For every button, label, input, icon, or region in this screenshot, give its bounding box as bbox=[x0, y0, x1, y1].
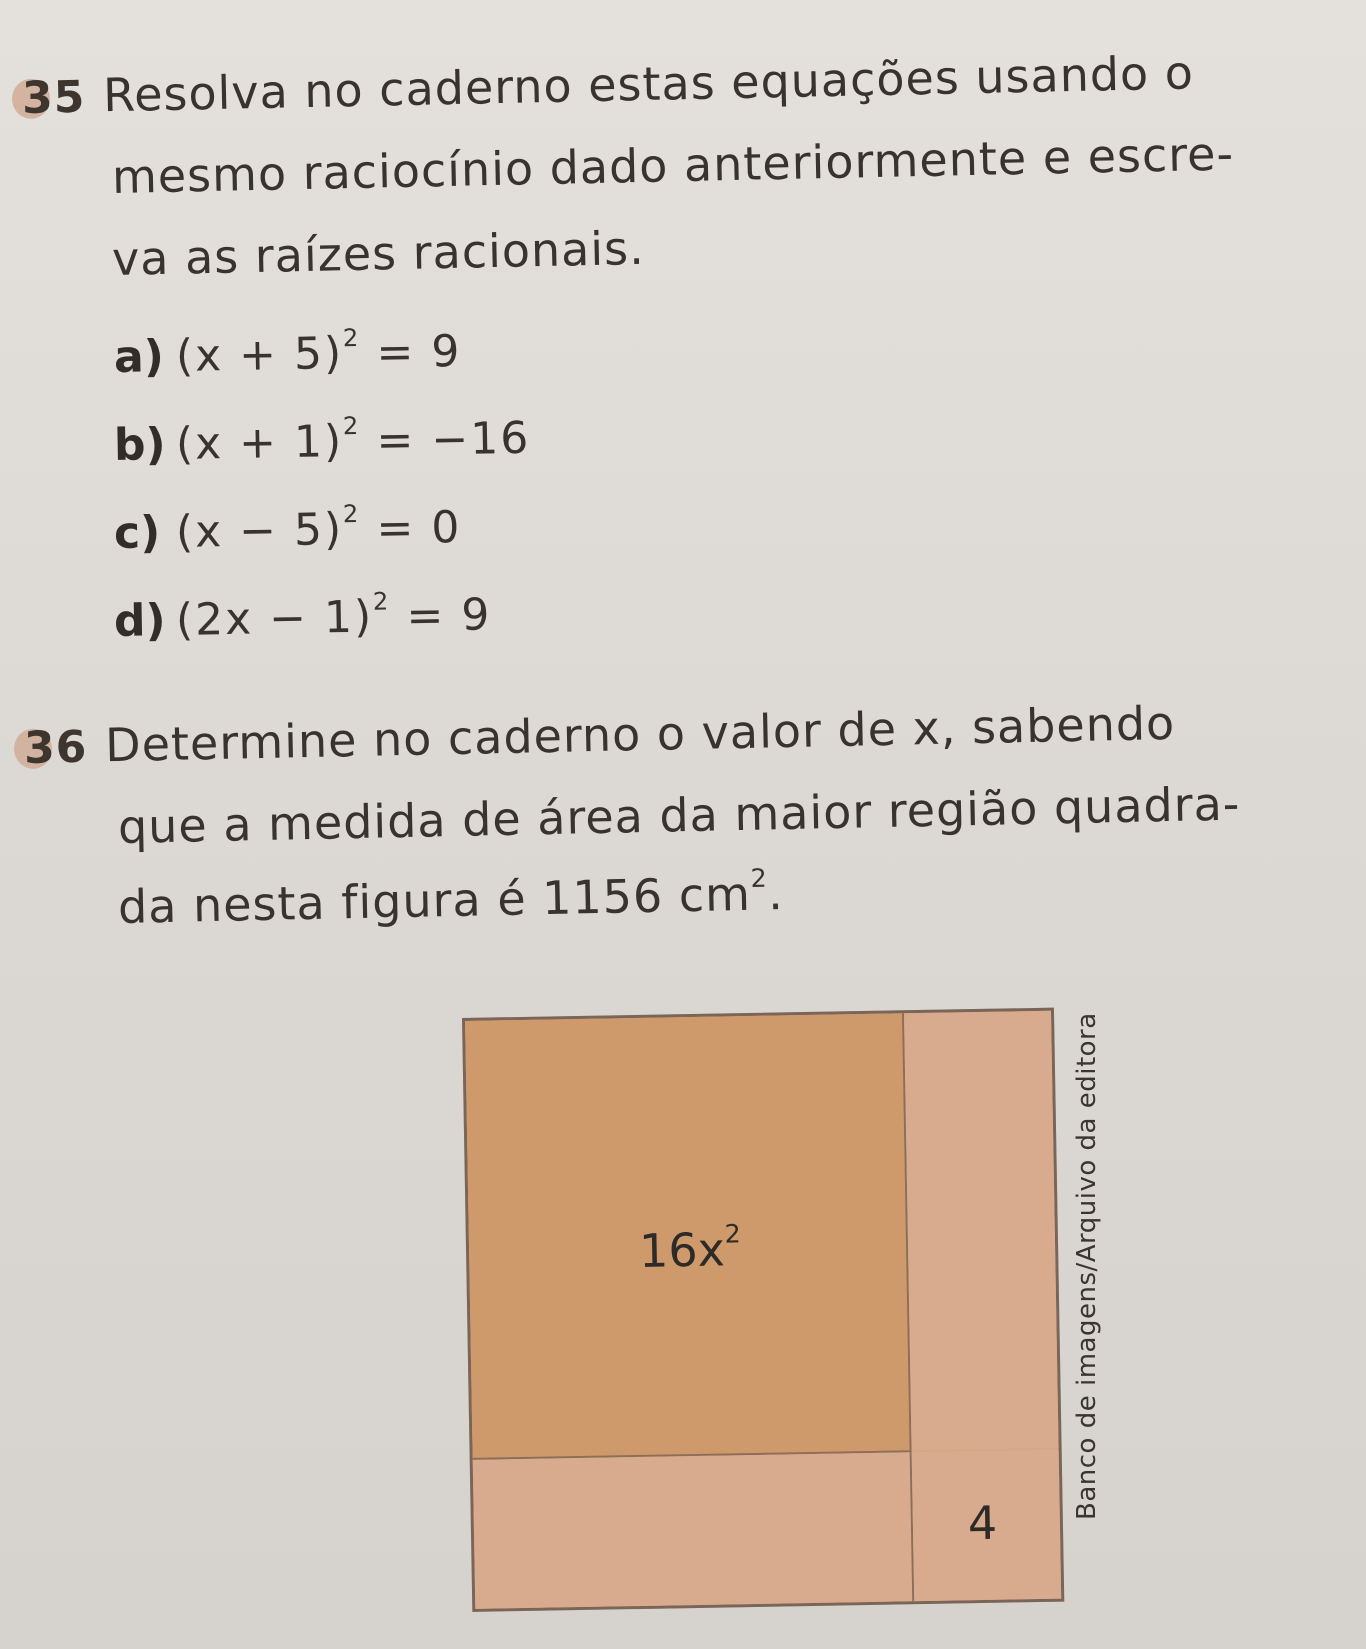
q36-text-1: Determine no caderno o valor de x, sabendo bbox=[104, 695, 1176, 773]
item-label: d) bbox=[113, 595, 167, 647]
item-label: c) bbox=[113, 507, 161, 559]
equation: $(x + 5)^2 = 9$ bbox=[175, 323, 462, 382]
q35-item-a bbox=[113, 323, 462, 383]
item-label: a) bbox=[113, 331, 165, 383]
bottom-rectangle-region bbox=[473, 1452, 915, 1609]
q35-item-b bbox=[114, 413, 531, 471]
item-label: b) bbox=[113, 419, 167, 471]
q35-line-2: mesmo raciocínio dado anteriormente e escre- bbox=[111, 126, 1235, 204]
q36-line-2: que a medida de área da maior região quadra- bbox=[117, 776, 1241, 854]
q35-number: 35 bbox=[21, 71, 86, 124]
q35-line-1 bbox=[21, 45, 1194, 124]
equation: $(2x - 1)^2 = 9$ bbox=[175, 587, 492, 646]
equation: $(x + 1)^2 = -16$ bbox=[175, 411, 531, 470]
q36-line-3: da nesta figura é 1156 $cm^2$. bbox=[117, 863, 785, 934]
right-rectangle-region bbox=[904, 1011, 1059, 1450]
q36-line-1 bbox=[23, 696, 1175, 774]
image-credit: Banco de imagens/Arquivo da editora bbox=[1072, 1012, 1102, 1520]
q36-number: 36 bbox=[23, 721, 88, 774]
equation: $(x - 5)^2 = 0$ bbox=[175, 499, 462, 558]
q35-item-d bbox=[114, 589, 492, 647]
q35-item-c bbox=[113, 499, 462, 559]
big-square-label: $16x^2$ bbox=[638, 1219, 741, 1278]
q35-line-3: va as raízes racionais. bbox=[111, 220, 646, 286]
q35-text-1: Resolva no caderno estas equações usando o bbox=[102, 45, 1195, 123]
small-square-label: 4 bbox=[967, 1495, 998, 1551]
area-figure bbox=[462, 1008, 1064, 1612]
